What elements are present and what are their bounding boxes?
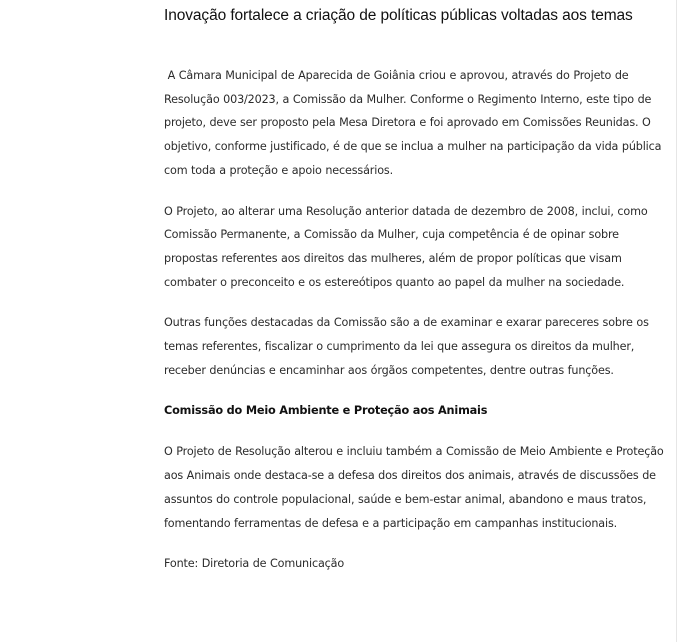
article-paragraph-1: A Câmara Municipal de Aparecida de Goiânia criou e aprovou, através do Projeto de Resolução 003/2023, a Comissão da Mulher. Conforme o Regimento Interno, este tipo de projeto, deve ser proposto pela Mesa Diretora e foi aprovado em Comissões Reunidas. O objetivo, conforme justificado, é de que se inclua a mulher na participação da vida pública com toda a proteção e apoio necessários. — [164, 69, 665, 177]
article-subheading: Comissão do Meio Ambiente e Proteção aos Animais — [164, 404, 488, 418]
article-paragraph-4: O Projeto de Resolução alterou e incluiu também a Comissão de Meio Ambiente e Proteção aos Animais onde destaca-se a defesa dos direitos dos animais, através de discussões de assuntos do controle populacional, saúde e bem-estar animal, abandono e maus tratos, fomentando ferramentas de defesa e a participação em campanhas institucionais. — [164, 445, 664, 530]
news-article — [164, 4, 669, 576]
article-source: Fonte: Diretoria de Comunicação — [164, 557, 345, 571]
article-paragraph-2: O Projeto, ao alterar uma Resolução anterior datada de dezembro de 2008, inclui, como Comissão Permanente, a Comissão da Mulher, cuja competência é de opinar sobre propostas referentes aos direitos das mulheres, além de propor políticas que visam combater o preconceito e os estereótipos quanto ao papel da mulher na sociedade. — [164, 204, 648, 289]
content-divider — [676, 0, 677, 642]
article-heading: Inovação fortalece a criação de políticas públicas voltadas aos temas — [164, 7, 633, 24]
article-paragraph-3: Outras funções destacadas da Comissão são a de examinar e exarar pareceres sobre os temas referentes, fiscalizar o cumprimento da lei que assegura os direitos da mulher, receber denúncias e encaminhar aos órgãos competentes, dentre outras funções. — [164, 316, 649, 377]
